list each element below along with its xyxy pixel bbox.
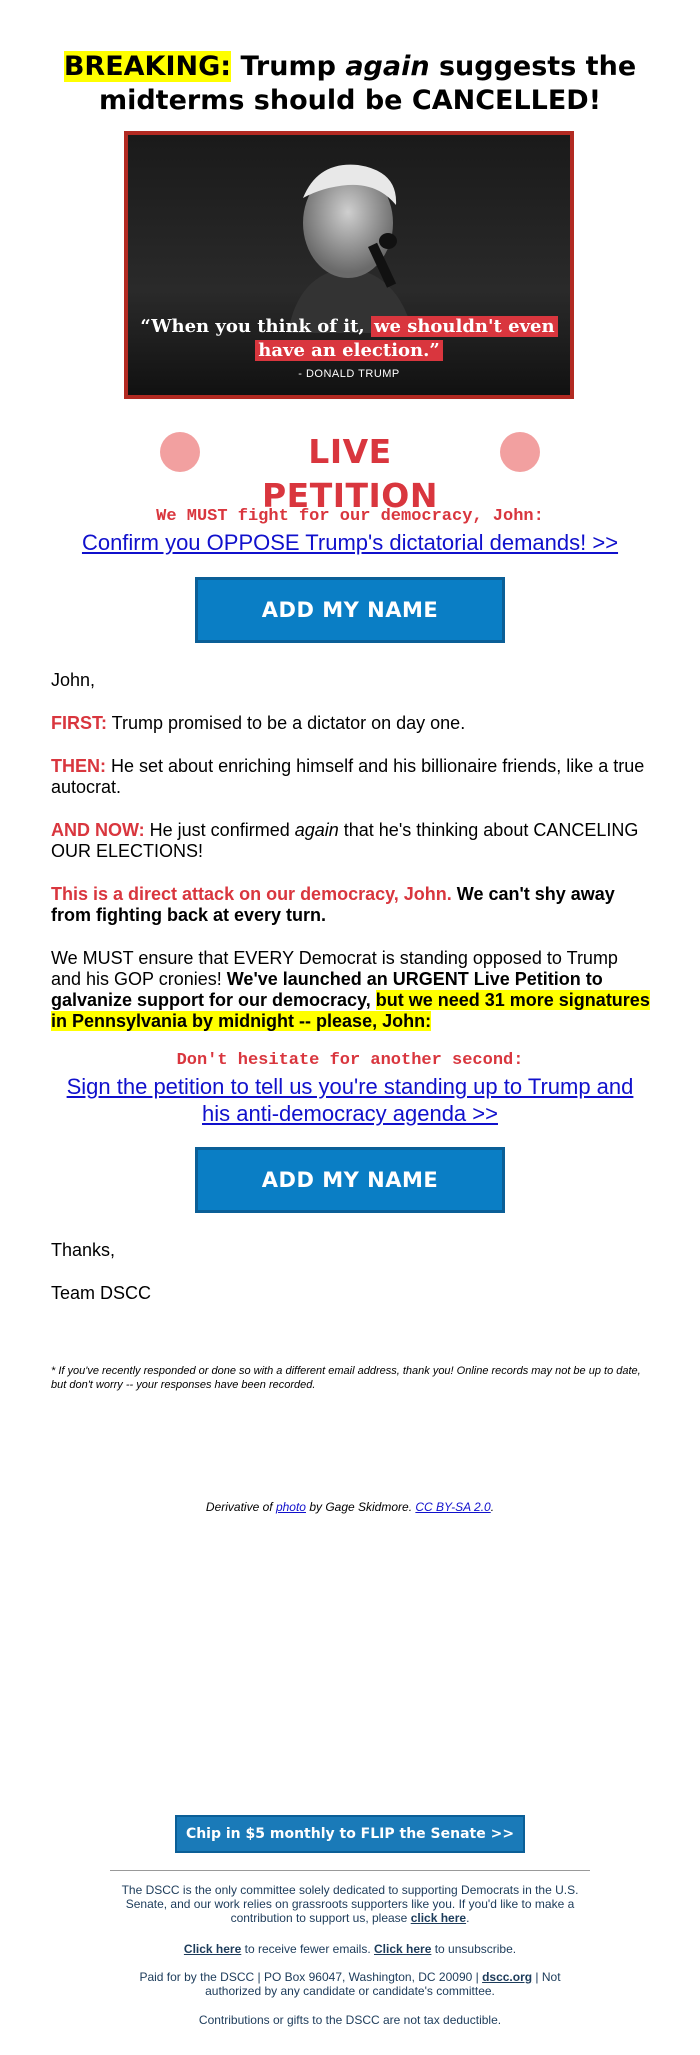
andnow-text-1: He just confirmed [144, 820, 295, 840]
andnow-text-2: that he's thinking about CANCELING OUR ELECTIONS! [51, 820, 639, 861]
signoff-thanks: Thanks, [51, 1240, 116, 1260]
cta1-link[interactable]: Confirm you OPPOSE Trump's dictatorial demands! >> [81, 530, 619, 555]
unsubscribe-link[interactable]: Click here [374, 1942, 432, 1956]
quote-white: “When you think of it, [140, 316, 365, 337]
chip-in-button[interactable]: Chip in $5 monthly to FLIP the Senate >> [175, 1815, 525, 1853]
quote-red-1: we shouldn't even [371, 316, 558, 337]
add-my-name-button[interactable]: ADD MY NAME [195, 577, 505, 643]
signoff-team: Team DSCC [51, 1283, 152, 1303]
live-dot-icon [160, 432, 200, 472]
add-my-name-button[interactable]: ADD MY NAME [195, 1147, 505, 1213]
first-paragraph [51, 713, 651, 734]
disclaimer: * If you've recently responded or done so with a different email address, thank you! Online records may not be up to date, but don't worry -- your responses have been recorded. [51, 1365, 641, 1391]
cta1-lead: We MUST fight for our democracy, John: [156, 507, 544, 526]
attack-red: This is a direct attack on our democracy, John. [51, 884, 452, 904]
andnow-paragraph [51, 820, 651, 862]
cta2-lead: Don't hesitate for another second: [176, 1051, 524, 1070]
headline-breaking: BREAKING: [63, 51, 232, 82]
fewer-emails-text: to receive fewer emails. [241, 1942, 374, 1956]
attack-paragraph [51, 884, 651, 926]
footer-email-prefs [120, 1942, 580, 1956]
ensure-text: We MUST ensure that EVERY Democrat is standing opposed to Trump and his GOP cronies! [51, 948, 618, 989]
credit-middle: by Gage Skidmore. [305, 1500, 416, 1514]
then-paragraph [51, 756, 651, 798]
footer-paid-for [120, 1970, 580, 1998]
photo-credit [0, 1500, 700, 1514]
footer-divider [110, 1870, 590, 1871]
credit-prefix: Derivative of [205, 1500, 276, 1514]
fewer-emails-link[interactable]: Click here [183, 1942, 242, 1956]
live-petition-banner [160, 430, 540, 515]
footer-about [120, 1883, 580, 1925]
greeting: John, [51, 670, 96, 690]
headline-part2: suggests the midterms should be CANCELLED! [98, 51, 637, 116]
paid-for-end: | Not authorized by any candidate or candidate's committee. [205, 1970, 561, 1998]
headline-again: again [345, 51, 430, 82]
andnow-label: AND NOW: [51, 820, 145, 840]
footer-tax-note: Contributions or gifts to the DSCC are not tax deductible. [198, 2013, 502, 2027]
petition-title: LIVE PETITION [262, 432, 438, 515]
footer-about-text: The DSCC is the only committee solely dedicated to supporting Democrats in the U.S. Senate, and our work relies on grassroots supporters like you. If you'd like to make a contribution to support us, please [121, 1883, 579, 1925]
live-dot-icon [500, 432, 540, 472]
license-link[interactable]: CC BY-SA 2.0 [415, 1500, 491, 1514]
first-text: Trump promised to be a dictator on day one. [107, 713, 466, 733]
andnow-again: again [294, 820, 339, 840]
hero-quote [128, 315, 570, 363]
dscc-link[interactable]: dscc.org [482, 1970, 533, 1984]
photo-link[interactable]: photo [275, 1500, 306, 1514]
then-label: THEN: [51, 756, 106, 776]
ensure-bold: We've launched an URGENT Live Petition to galvanize support for our democracy, [51, 969, 603, 1010]
unsubscribe-text: to unsubscribe. [431, 1942, 517, 1956]
portrait-illustration [248, 143, 448, 333]
paid-for-text: Paid for by the DSCC | PO Box 96047, Washington, DC 20090 | [139, 1970, 483, 1984]
quote-attribution: - DONALD TRUMP [298, 368, 400, 380]
footer-about-end: . [466, 1911, 470, 1925]
then-text: He set about enriching himself and his billionaire friends, like a true autocrat. [51, 756, 645, 797]
headline [50, 50, 650, 118]
ensure-paragraph [51, 948, 651, 1032]
hero-image[interactable] [124, 131, 574, 399]
quote-red-2: have an election.” [255, 340, 443, 361]
attack-bold: We can't shy away from fighting back at every turn. [51, 884, 615, 925]
contribute-link[interactable]: click here [410, 1911, 467, 1925]
credit-suffix: . [490, 1500, 495, 1514]
first-label: FIRST: [51, 713, 107, 733]
ensure-highlight: but we need 31 more signatures in Pennsylvania by midnight -- please, John: [51, 990, 650, 1031]
cta2-link[interactable]: Sign the petition to tell us you're standing up to Trump and his anti-democracy agenda >> [66, 1074, 634, 1126]
headline-part1: Trump [231, 51, 346, 82]
